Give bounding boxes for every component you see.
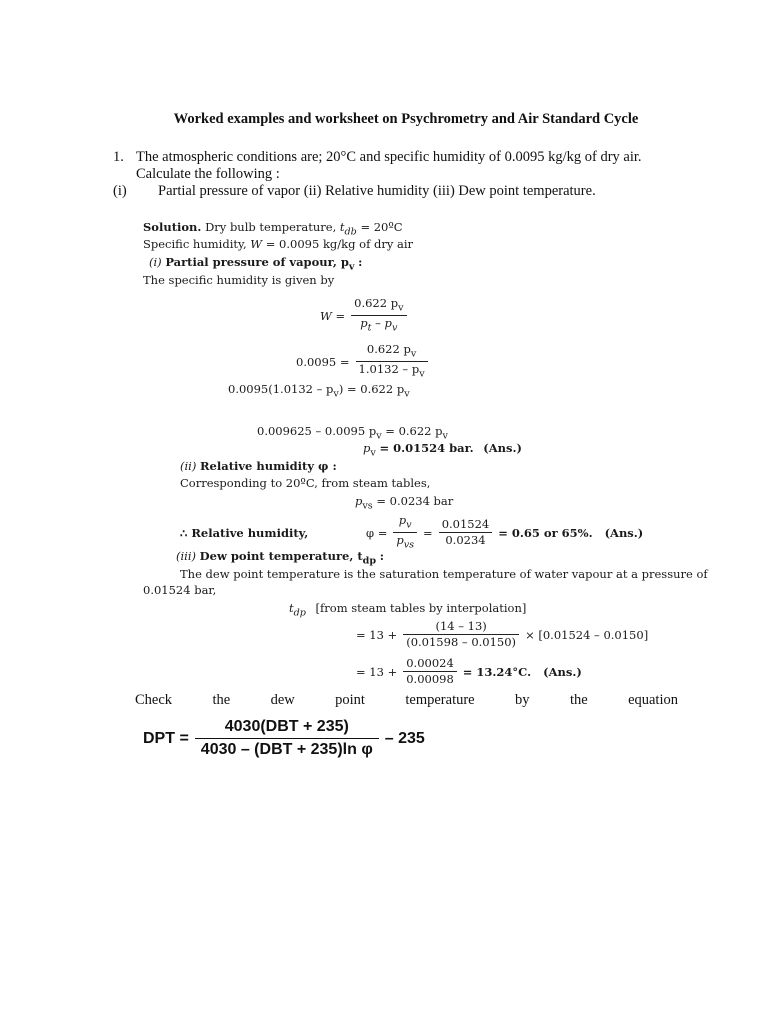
- problem-line-2: Calculate the following :: [136, 166, 280, 182]
- dbt-text: Dry bulb temperature,: [205, 220, 337, 234]
- int1-num: (14 – 13): [403, 619, 519, 635]
- eq5-sub: v: [370, 447, 376, 459]
- int2-lhs: = 13 +: [356, 664, 398, 679]
- int2-num: 0.00024: [403, 656, 457, 672]
- rh-num1-text: p: [398, 513, 407, 527]
- equation-1: [320, 296, 407, 336]
- rh-den1: [393, 533, 417, 552]
- part3-sub: dp: [362, 555, 377, 567]
- solution-given-sh: [143, 237, 413, 251]
- rh-lhs: φ =: [366, 525, 388, 540]
- problem-number: 1.: [113, 149, 124, 165]
- rh-fraction-1: [393, 513, 417, 553]
- rh-num1-sub: v: [406, 519, 412, 531]
- tdp-line: [289, 601, 526, 618]
- part2-title: Relative humidity φ :: [200, 459, 337, 473]
- tdp-symbol: t: [289, 601, 294, 615]
- eq1-denominator: [351, 316, 406, 335]
- eq3-tail: ) = 0.622 p: [338, 382, 405, 396]
- problem-parts: Partial pressure of vapor (ii) Relative humidity (iii) Dew point temperature.: [158, 183, 596, 199]
- part1-subscript: v: [348, 261, 355, 273]
- dbt-subscript: db: [344, 226, 357, 238]
- eq4-tail: = 0.622 p: [381, 424, 443, 438]
- eq2-den-text: 1.0132 – p: [358, 362, 420, 377]
- dew-text-1: The dew point temperature is the saturation temperature of water vapour at a pressure of: [180, 567, 708, 581]
- int2-result: = 13.24°C.: [462, 664, 532, 679]
- rh-den2: 0.0234: [445, 533, 486, 548]
- dpt-numerator: 4030(DBT + 235): [195, 716, 379, 739]
- eq3-text: 0.0095(1.0132 – p: [228, 382, 334, 396]
- rh-num2: 0.01524: [439, 517, 493, 533]
- eq2-fraction: [356, 342, 428, 382]
- sh-value: = 0.0095 kg/kg of dry air: [265, 237, 414, 251]
- eq1-num-sub: v: [398, 302, 404, 314]
- eq1-lhs: W =: [320, 308, 346, 323]
- eq2-num-text: 0.622 p: [366, 342, 411, 356]
- sh-symbol: W: [250, 237, 263, 251]
- eq5-answer: (Ans.): [483, 441, 522, 455]
- dbt-value: = 20ºC: [360, 220, 403, 234]
- solution-head: Solution.: [143, 220, 202, 234]
- eq1-den-mid: – p: [371, 316, 392, 331]
- int2-fraction: [403, 656, 457, 687]
- rh-result: = 0.65 or 65%.: [498, 525, 593, 540]
- equation-3: [228, 382, 410, 399]
- part3-title: Dew point temperature, t: [199, 549, 363, 563]
- eq4-sub: v: [376, 430, 382, 442]
- equation-2: [296, 342, 428, 382]
- int2-answer: (Ans.): [543, 664, 582, 679]
- problem-line-1: The atmospheric conditions are; 20°C and specific humidity of 0.0095 kg/kg of dry air.: [136, 149, 642, 165]
- pvs-symbol: p: [355, 494, 363, 508]
- eq1-num-text: 0.622 p: [354, 296, 399, 310]
- part-label: (i): [113, 183, 127, 199]
- eq2-numerator: [356, 342, 428, 362]
- eq2-num-sub: v: [410, 348, 417, 360]
- dpt-denominator: 4030 – (DBT + 235)ln φ: [200, 741, 373, 758]
- check-word: the: [212, 692, 231, 708]
- int1-lhs: = 13 +: [356, 627, 398, 642]
- int1-den: (0.01598 – 0.0150): [406, 635, 517, 649]
- interpolation-1: [356, 619, 648, 650]
- part1-colon: :: [358, 255, 363, 269]
- pvs-line: [355, 494, 453, 511]
- tdp-text: [from steam tables by interpolation]: [315, 601, 527, 615]
- interpolation-2: [356, 656, 582, 687]
- dpt-lhs: DPT =: [143, 729, 189, 747]
- eq2-denominator: [356, 362, 428, 381]
- check-word: temperature: [405, 692, 475, 708]
- part3-heading: [176, 549, 384, 566]
- eq2-lhs: 0.0095 =: [296, 354, 350, 369]
- equation-5: [363, 441, 522, 458]
- check-sentence: [135, 692, 678, 709]
- corresponding-text: Corresponding to 20ºC, from steam tables,: [180, 476, 431, 490]
- pvs-value: = 0.0234 bar: [376, 494, 454, 508]
- rh-equals: =: [423, 525, 433, 540]
- check-word: the: [569, 692, 588, 708]
- dpt-fraction: [195, 716, 379, 761]
- eq1-den-sub1: t: [367, 322, 372, 334]
- int1-fraction: [403, 619, 519, 650]
- rh-label: ∴ Relative humidity,: [180, 525, 309, 540]
- rh-den1-text: p: [396, 533, 404, 548]
- check-word: by: [515, 692, 530, 708]
- document-title: Worked examples and worksheet on Psychrometry and Air Standard Cycle: [173, 111, 639, 127]
- dpt-tail: – 235: [384, 729, 425, 747]
- eq5-value: = 0.01524 bar.: [379, 441, 474, 455]
- eq5-symbol: p: [363, 441, 371, 455]
- rh-fraction-2: [439, 517, 493, 548]
- given-text: The specific humidity is given by: [143, 273, 335, 287]
- relative-humidity-line: [180, 513, 643, 553]
- eq4-text: 0.009625 – 0.0095 p: [257, 424, 377, 438]
- check-word: equation: [628, 692, 678, 708]
- eq1-den-text: p: [360, 316, 368, 331]
- check-word: dew: [270, 692, 295, 708]
- sh-text: Specific humidity,: [143, 237, 247, 251]
- part3-label: (iii): [176, 549, 197, 563]
- eq3-sub2: v: [404, 388, 410, 400]
- dbt-symbol: t: [339, 220, 345, 234]
- part1-title: Partial pressure of vapour, p: [165, 255, 349, 269]
- dpt-formula: [143, 716, 425, 761]
- rh-den1-sub: vs: [403, 539, 415, 551]
- part3-colon: :: [379, 549, 384, 563]
- solution-given-dbt: [143, 220, 403, 237]
- rh-answer: (Ans.): [604, 525, 644, 540]
- eq2-den-sub: v: [419, 368, 425, 380]
- eq1-fraction: [351, 296, 406, 336]
- rh-num1: [393, 513, 417, 533]
- dew-text-2: 0.01524 bar,: [143, 583, 217, 597]
- eq3-sub: v: [333, 388, 339, 400]
- int2-den: 0.00098: [406, 672, 454, 686]
- check-word: Check: [135, 692, 173, 708]
- part1-heading: [149, 255, 362, 272]
- eq1-den-sub2: v: [391, 322, 398, 334]
- pvs-sub: vs: [362, 500, 373, 512]
- tdp-sub: dp: [293, 607, 306, 619]
- part2-heading: [180, 459, 337, 473]
- equation-4: [257, 424, 448, 441]
- part1-label: (i): [149, 255, 162, 269]
- int1-tail: × [0.01524 – 0.0150]: [525, 627, 649, 642]
- part2-label: (ii): [180, 459, 197, 473]
- eq4-sub2: v: [442, 430, 448, 442]
- eq1-numerator: [351, 296, 406, 316]
- check-word: point: [335, 692, 365, 708]
